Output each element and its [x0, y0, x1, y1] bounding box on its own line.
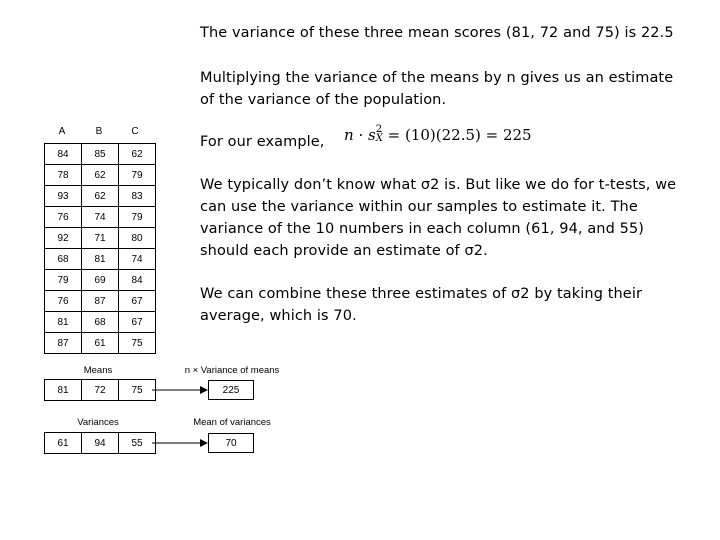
table-row	[45, 186, 156, 207]
table-row	[45, 207, 156, 228]
table-cell: 83	[119, 186, 156, 207]
mean-c: 75	[119, 380, 156, 401]
table-cell: 68	[82, 312, 119, 333]
table-cell: 79	[119, 165, 156, 186]
table-cell: 75	[119, 333, 156, 354]
table-cell: 81	[45, 312, 82, 333]
table-cell: 84	[45, 144, 82, 165]
table-cell: 69	[82, 270, 119, 291]
table-row	[45, 333, 156, 354]
formula-s: s	[368, 126, 376, 144]
typical-paragraph	[200, 174, 676, 262]
table-cell: 71	[82, 228, 119, 249]
table-cell: 76	[45, 291, 82, 312]
table-row	[45, 249, 156, 270]
combine-line-1: We can combine these three estimates of σ2 by taking their	[200, 286, 643, 302]
multiply-text-line1: Multiplying the variance of the means by n gives us an estimate	[200, 70, 674, 86]
result1-box: 225	[208, 380, 254, 400]
multiply-text-line2: of the variance of the population.	[200, 92, 447, 108]
variances-label: Variances	[77, 417, 119, 428]
typical-line-2: can use the variance within our samples to estimate it. The	[200, 199, 638, 215]
formula-n: n	[344, 126, 354, 144]
table-cell: 76	[45, 207, 82, 228]
combine-line-2: average, which is 70.	[200, 308, 357, 324]
scores-table	[44, 143, 156, 354]
formula-exponent: 2	[375, 124, 383, 135]
formula-dot: ·	[358, 126, 364, 144]
table-cell: 68	[45, 249, 82, 270]
table-row	[45, 144, 156, 165]
variances-row	[44, 432, 156, 454]
table-cell: 67	[119, 312, 156, 333]
variance-c: 55	[119, 433, 156, 454]
formula-subscript: X̄	[375, 133, 383, 144]
table-cell: 62	[82, 165, 119, 186]
table-row	[45, 291, 156, 312]
mean-b: 72	[82, 380, 119, 401]
typical-line-1: We typically don’t know what σ2 is. But like we do for t-tests, we	[200, 177, 677, 193]
table-cell: 93	[45, 186, 82, 207]
variance-of-means-text: The variance of these three mean scores (81, 72 and 75) is 22.5	[200, 25, 674, 41]
table-cell: 74	[119, 249, 156, 270]
result2-box: 70	[208, 433, 254, 453]
table-row	[45, 228, 156, 249]
example-label: For our example,	[200, 134, 325, 150]
means-label: Means	[83, 365, 113, 376]
formula-rhs: = (10)(22.5) = 225	[387, 126, 532, 144]
arrows	[152, 380, 212, 452]
column-header-c: C	[131, 126, 139, 137]
table-cell: 61	[82, 333, 119, 354]
table-cell: 80	[119, 228, 156, 249]
table-cell: 79	[119, 207, 156, 228]
table-cell: 92	[45, 228, 82, 249]
table-row	[45, 270, 156, 291]
combine-paragraph	[200, 283, 642, 327]
table-cell: 62	[119, 144, 156, 165]
typical-line-3: variance of the 10 numbers in each column (61, 94, and 55)	[200, 221, 645, 237]
table-cell: 84	[119, 270, 156, 291]
table-cell: 78	[45, 165, 82, 186]
table-cell: 62	[82, 186, 119, 207]
table-cell: 67	[119, 291, 156, 312]
table-cell: 87	[45, 333, 82, 354]
table-cell: 85	[82, 144, 119, 165]
table-cell: 74	[82, 207, 119, 228]
table-cell: 81	[82, 249, 119, 270]
variance-a: 61	[45, 433, 82, 454]
means-row	[44, 379, 156, 401]
table-row	[45, 312, 156, 333]
table-cell: 79	[45, 270, 82, 291]
table-cell: 87	[82, 291, 119, 312]
result1-label: n × Variance of means	[184, 365, 280, 376]
example-formula	[344, 126, 532, 145]
typical-line-4: should each provide an estimate of σ2.	[200, 243, 488, 259]
mean-a: 81	[45, 380, 82, 401]
variance-b: 94	[82, 433, 119, 454]
column-header-b: B	[95, 126, 103, 137]
column-header-a: A	[58, 126, 66, 137]
result2-label: Mean of variances	[193, 417, 271, 428]
table-row	[45, 165, 156, 186]
